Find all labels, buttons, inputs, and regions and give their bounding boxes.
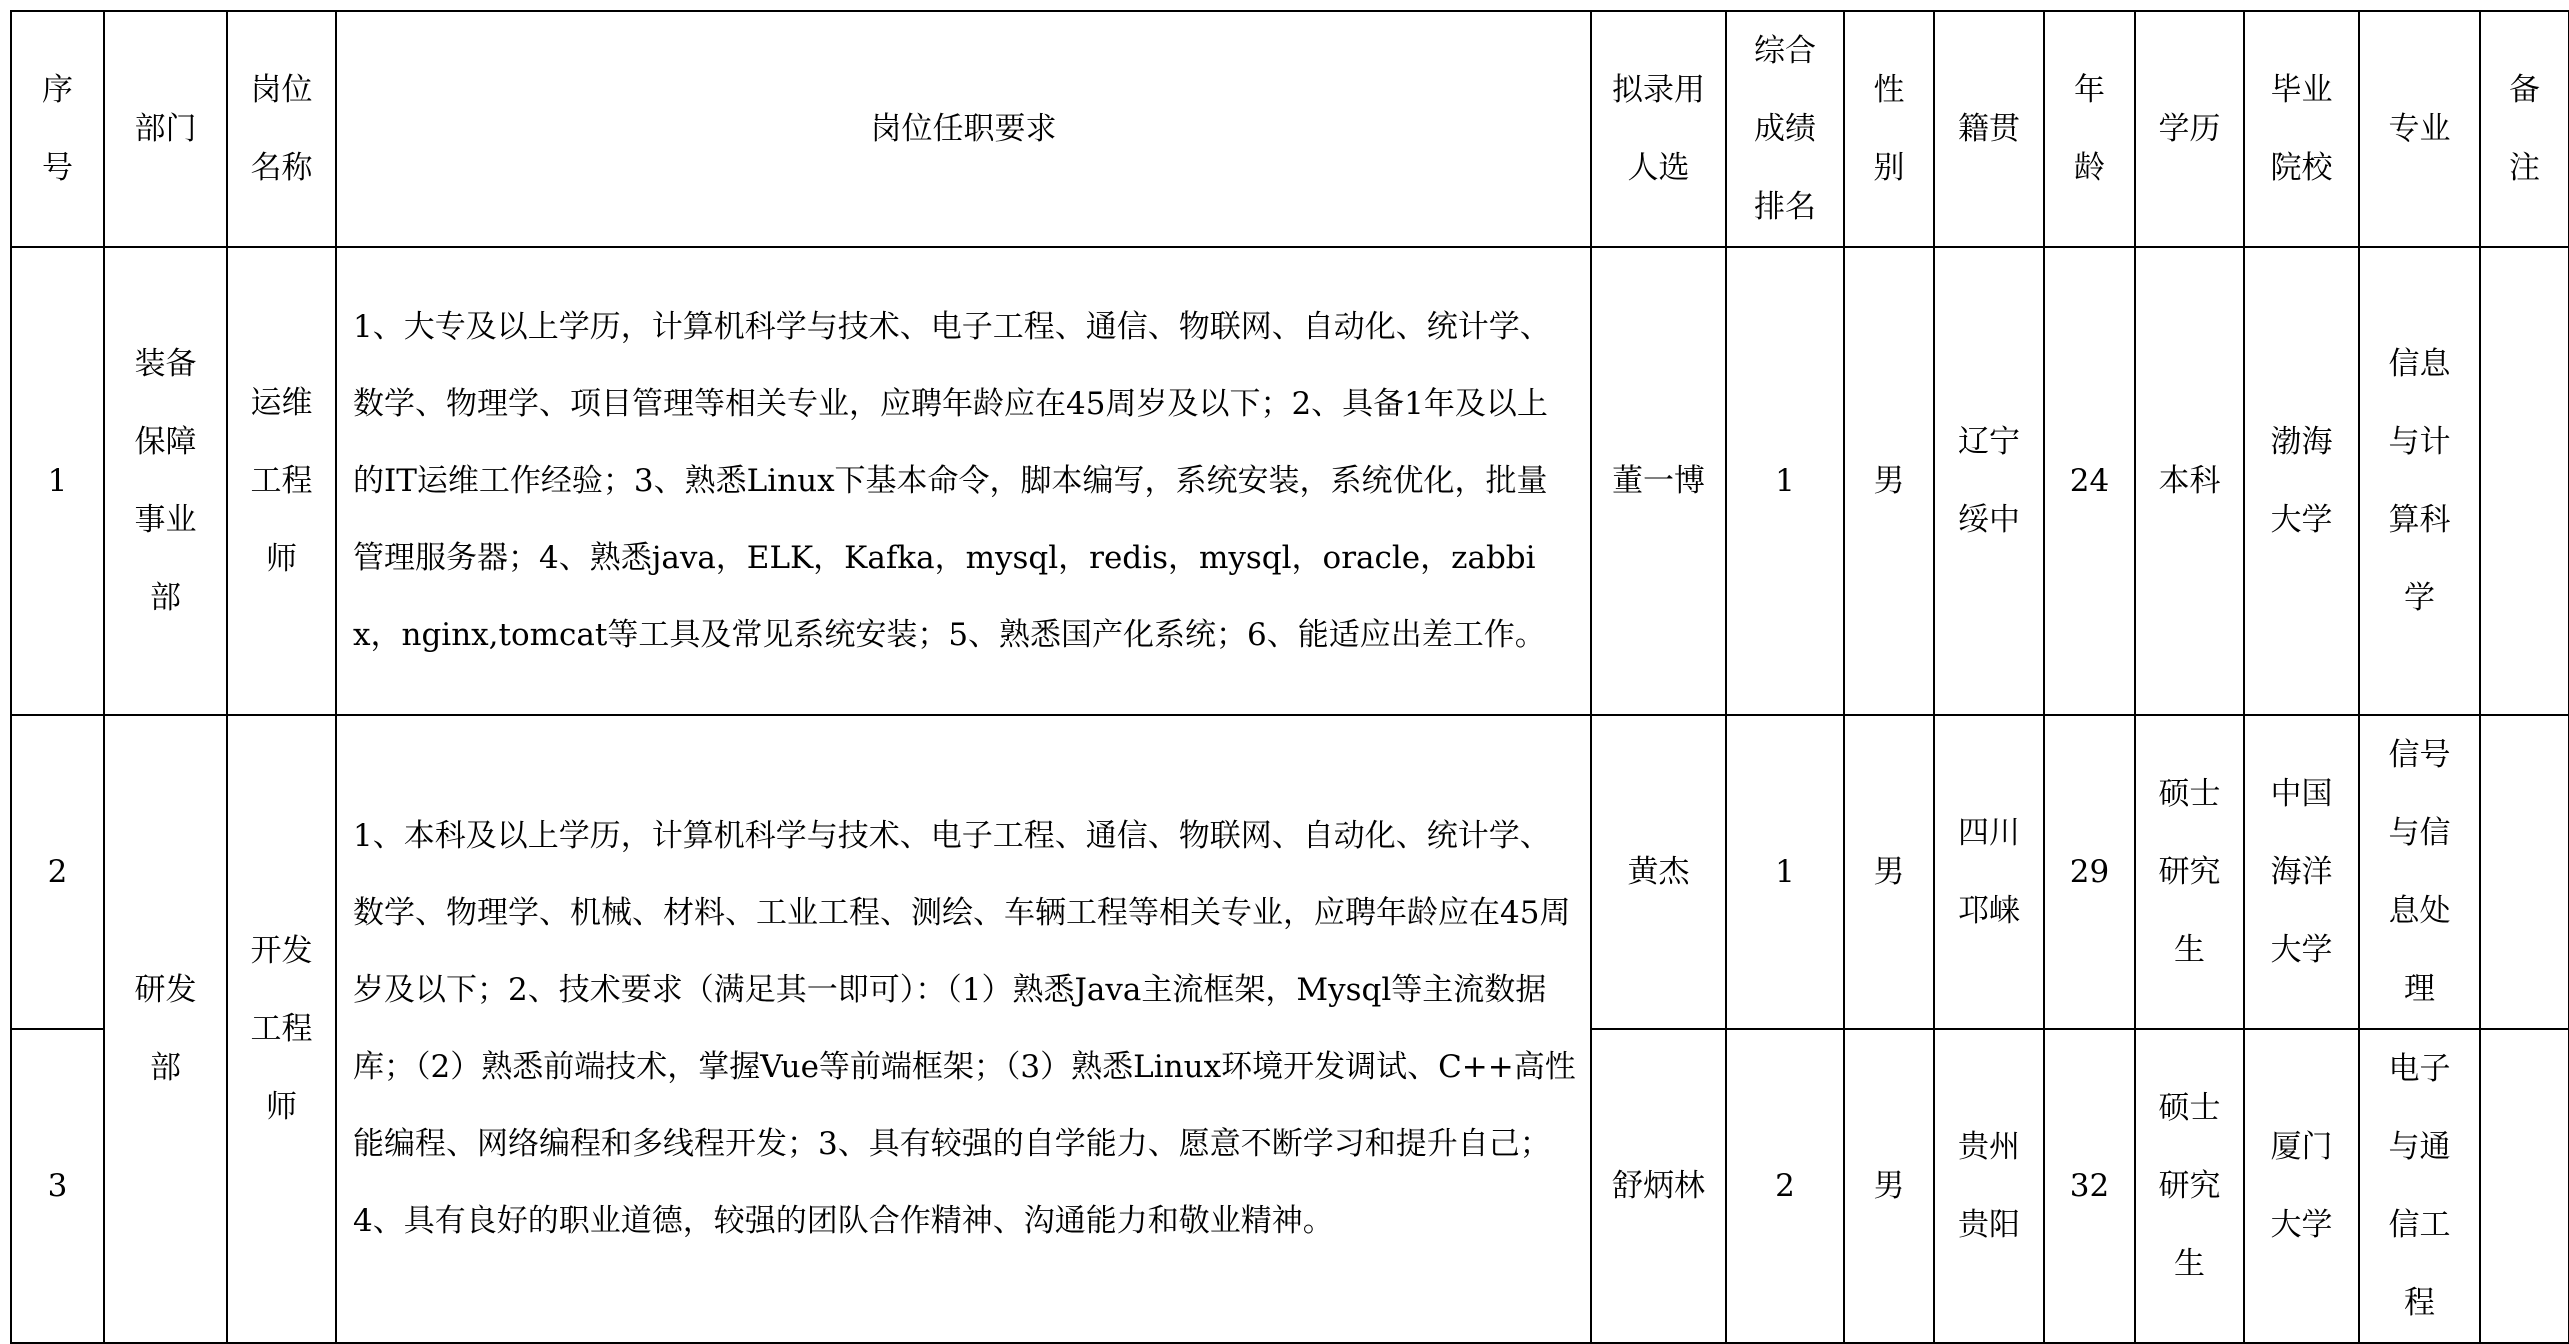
cell-gender: 男 [1844,247,1934,715]
cell-requirements: 1、大专及以上学历，计算机科学与技术、电子工程、通信、物联网、自动化、统计学、数学、物理学、项目管理等相关专业，应聘年龄应在45周岁及以下；2、具备1年及以上的IT运维工作经验；3、熟悉Linux下基本命令，脚本编写，系统安装，系统优化，批量管理服务器；4、熟悉java，ELK，Kafka，mysql，redis，mysql，oracle，zabbix，nginx,tomcat等工具及常见系统安装；5、熟悉国产化系统；6、能适应出差工作。 [336,247,1591,715]
header-age: 年龄 [2044,11,2135,247]
header-dept: 部门 [104,11,227,247]
header-row [11,11,2569,247]
header-position: 岗位名称 [227,11,336,247]
cell-major: 信息与计算科学 [2359,247,2480,715]
cell-position: 运维工程师 [227,247,336,715]
cell-gender: 男 [1844,1029,1934,1343]
header-gender: 性别 [1844,11,1934,247]
cell-no: 1 [11,247,104,715]
hiring-table [10,10,2569,1344]
cell-age: 29 [2044,715,2135,1029]
cell-origin: 贵州贵阳 [1934,1029,2044,1343]
cell-position: 开发工程师 [227,715,336,1343]
cell-origin: 四川邛崃 [1934,715,2044,1029]
cell-rank: 2 [1726,1029,1844,1343]
cell-education: 硕士研究生 [2135,715,2244,1029]
cell-age: 32 [2044,1029,2135,1343]
cell-remark [2480,715,2569,1029]
cell-education: 硕士研究生 [2135,1029,2244,1343]
header-major: 专业 [2359,11,2480,247]
cell-age: 24 [2044,247,2135,715]
cell-rank: 1 [1726,715,1844,1029]
header-remark: 备注 [2480,11,2569,247]
cell-no: 2 [11,715,104,1029]
header-education: 学历 [2135,11,2244,247]
cell-major: 信号与信息处理 [2359,715,2480,1029]
header-no: 序号 [11,11,104,247]
header-rank: 综合成绩排名 [1726,11,1844,247]
cell-candidate: 舒炳林 [1591,1029,1726,1343]
cell-school: 渤海大学 [2244,247,2359,715]
cell-dept: 研发部 [104,715,227,1343]
cell-candidate: 董一博 [1591,247,1726,715]
cell-gender: 男 [1844,715,1934,1029]
cell-no: 3 [11,1029,104,1343]
header-school: 毕业院校 [2244,11,2359,247]
cell-dept: 装备保障事业部 [104,247,227,715]
cell-origin: 辽宁绥中 [1934,247,2044,715]
cell-remark [2480,1029,2569,1343]
cell-education: 本科 [2135,247,2244,715]
cell-candidate: 黄杰 [1591,715,1726,1029]
header-origin: 籍贯 [1934,11,2044,247]
cell-rank: 1 [1726,247,1844,715]
table-row [11,715,2569,1029]
header-candidate: 拟录用人选 [1591,11,1726,247]
header-requirements: 岗位任职要求 [336,11,1591,247]
cell-school: 厦门大学 [2244,1029,2359,1343]
table-row [11,247,2569,715]
cell-remark [2480,247,2569,715]
cell-major: 电子与通信工程 [2359,1029,2480,1343]
cell-requirements: 1、本科及以上学历，计算机科学与技术、电子工程、通信、物联网、自动化、统计学、数学、物理学、机械、材料、工业工程、测绘、车辆工程等相关专业，应聘年龄应在45周岁及以下；2、技术要求（满足其一即可）：（1）熟悉Java主流框架，Mysql等主流数据库；（2）熟悉前端技术，掌握Vue等前端框架；（3）熟悉Linux环境开发调试、C++高性能编程、网络编程和多线程开发；3、具有较强的自学能力、愿意不断学习和提升自己；4、具有良好的职业道德，较强的团队合作精神、沟通能力和敬业精神。 [336,715,1591,1343]
cell-school: 中国海洋大学 [2244,715,2359,1029]
